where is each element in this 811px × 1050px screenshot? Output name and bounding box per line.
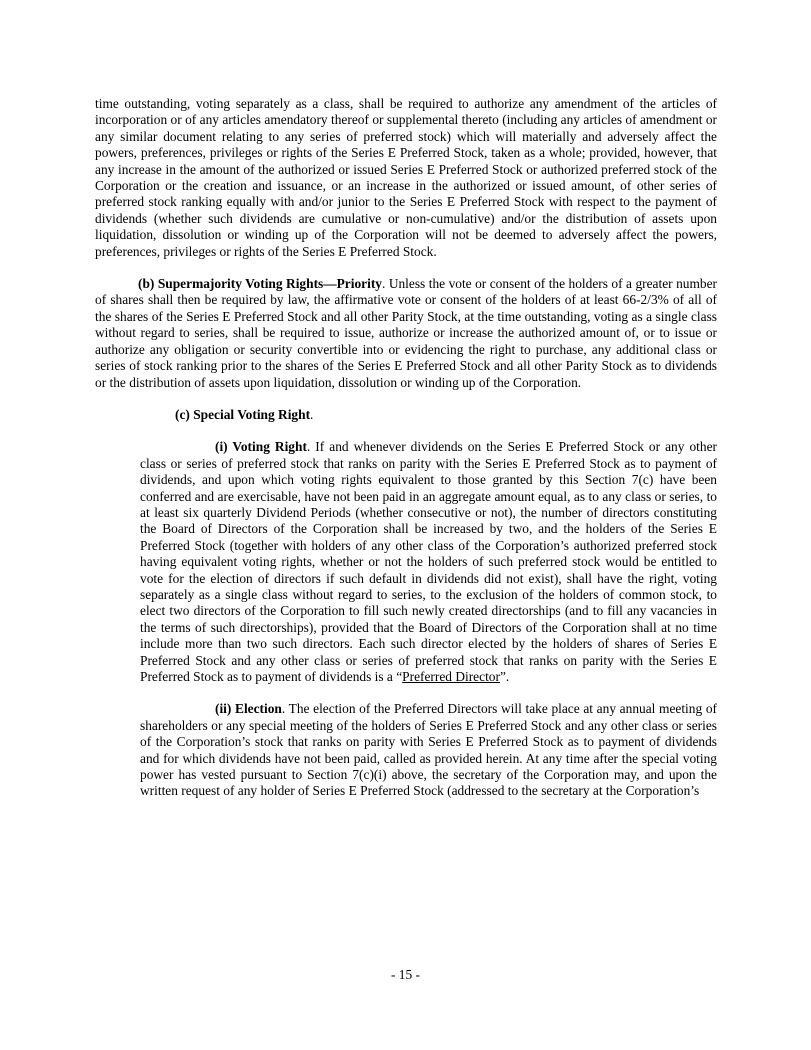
section-b-body: . Unless the vote or consent of the holders of a greater number of shares shall then be required by law, the affirmative vote or consent of the holders of at least 66-2/3% of all of the shares of the Series E Preferred Stock and all other Parity Stock, at the time outstanding, voting as a single class without regard to series, shall be required to issue, authorize or increase the authorized amount of, or to issue or authorize any obligation or security convertible into or evidencing the right to purchase, any additional class or series of stock ranking prior to the shares of the Series E Preferred Stock and all other Parity Stock as to dividends or the distribution of assets upon liquidation, dissolution or winding up of the Corporation.	[95, 276, 717, 390]
paragraph-section-c-i	[140, 439, 717, 685]
section-c-i-body-1: . If and whenever dividends on the Series E Preferred Stock or any other class or series of preferred stock that ranks on parity with the Series E Preferred Stock as to payment of dividends, and upon which voting rights equivalent to those granted by this Section 7(c) have been conferred and are exercisable, have not been paid in an aggregate amount equal, as to any class or series, to at least six quarterly Dividend Periods (whether consecutive or not), the number of directors constituting the Board of Directors of the Corporation shall be increased by two, and the holders of the Series E Preferred Stock (together with holders of any other class of the Corporation’s authorized preferred stock having equivalent voting rights, whether or not the holders of such preferred stock would be entitled to vote for the election of directors if such default in dividends did not exist), shall have the right, voting separately as a single class without regard to series, to the exclusion of the holders of common stock, to elect two directors of the Corporation to fill such newly created directorships (and to fill any vacancies in the terms of such directorships), provided that the Board of Directors of the Corporation shall at no time include more than two such directors. Each such director elected by the holders of shares of Series E Preferred Stock and any other class or series of preferred stock that ranks on parity with the Series E Preferred Stock as to payment of dividends is a “	[140, 439, 717, 684]
section-c-i-defined-term: Preferred Director	[402, 669, 500, 684]
paragraph-continuation	[95, 96, 717, 260]
section-b-heading: (b) Supermajority Voting Rights—Priority	[138, 276, 382, 292]
section-c-heading: (c) Special Voting Right	[175, 406, 311, 422]
page-number: - 15 -	[390, 967, 420, 982]
paragraph-continuation-text: time outstanding, voting separately as a class, shall be required to authorize any amendment of the articles of incorporation or of any articles amendatory thereof or supplemental thereto (including any articles of amendment or any similar document relating to any series of preferred stock) which will materially and adversely affect the powers, preferences, privileges or rights of the Series E Preferred Stock, taken as a whole; provided, however, that any increase in the amount of the authorized or issued Series E Preferred Stock or authorized preferred stock of the Corporation or the creation and issuance, or an increase in the authorized or issued amount, of other series of preferred stock ranking equally with and/or junior to the Series E Preferred Stock with respect to the payment of dividends (whether such dividends are cumulative or non-cumulative) and/or the distribution of assets upon liquidation, dissolution or winding up of the Corporation will not be deemed to adversely affect the powers, preferences, privileges or rights of the Series E Preferred Stock.	[95, 96, 717, 259]
paragraph-section-b	[95, 276, 717, 391]
paragraph-section-c-ii	[140, 701, 717, 799]
section-c-heading-period: .	[310, 406, 314, 422]
section-c-ii-body: . The election of the Preferred Directors will take place at any annual meeting of shareholders or any special meeting of the holders of Series E Preferred Stock and any other class or series of the Corporation’s stock that ranks on parity with Series E Preferred Stock as to payment of dividends and for which dividends have not been paid, called as provided herein. At any time after the special voting power has vested pursuant to Section 7(c)(i) above, the secretary of the Corporation may, and upon the written request of any holder of Series E Preferred Stock (addressed to the secretary at the Corporation’s	[140, 701, 717, 799]
section-c-ii-heading: (ii) Election	[215, 701, 282, 717]
paragraph-section-c	[95, 407, 717, 423]
section-c-i-heading: (i) Voting Right	[215, 439, 307, 455]
document-body	[95, 96, 717, 800]
section-c-i-body-2: ”.	[499, 669, 510, 684]
